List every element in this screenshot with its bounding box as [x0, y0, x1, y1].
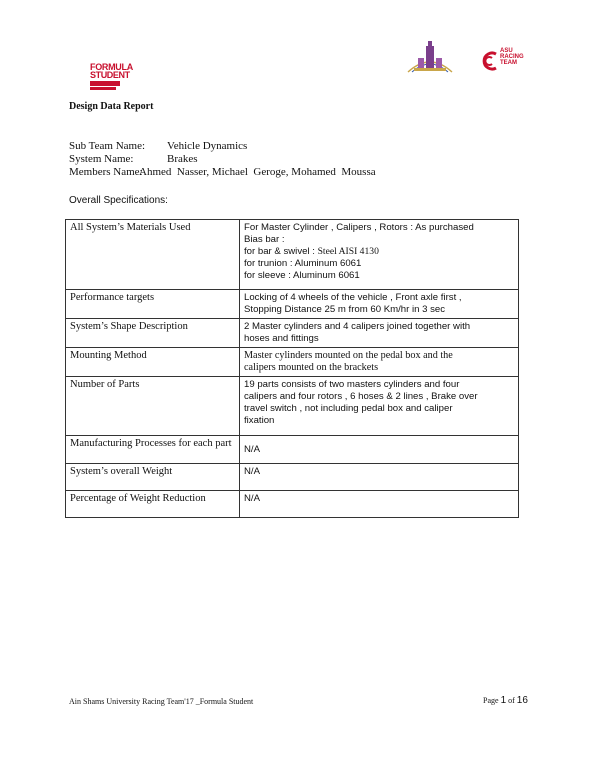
- info-label: Sub Team Name:: [69, 140, 146, 152]
- info-members: [69, 166, 376, 178]
- row-label: Number of Parts: [66, 377, 240, 436]
- row-label: Mounting Method: [66, 348, 240, 377]
- table-row: [66, 220, 519, 290]
- info-system: [69, 153, 198, 165]
- logo-bar: [90, 87, 116, 90]
- table-row: [66, 290, 519, 319]
- table-row: [66, 377, 519, 436]
- info-sub-team: [69, 140, 247, 152]
- row-value: 2 Master cylinders and 4 calipers joined together with hoses and fittings: [240, 319, 519, 348]
- formula-student-logo: [90, 63, 140, 90]
- row-label: Percentage of Weight Reduction: [66, 491, 240, 518]
- row-label: System’s Shape Description: [66, 319, 240, 348]
- info-label: System Name:: [69, 153, 134, 165]
- row-label: All System’s Materials Used: [66, 220, 240, 290]
- row-value: N/A: [240, 491, 519, 518]
- university-crest-icon: [404, 38, 456, 76]
- table-row: [66, 348, 519, 377]
- row-value: 19 parts consists of two masters cylinders and four calipers and four rotors , 6 hoses & 2 lines , Brake over travel switch , not including pedal box and caliper fixation: [240, 377, 519, 436]
- row-label: Manufacturing Processes for each part: [66, 436, 240, 464]
- info-value: Ahmed Nasser, Michael Geroge, Mohamed Moussa: [139, 166, 376, 178]
- footer-text: Ain Shams University Racing Team'17 _Formula Student: [69, 697, 254, 706]
- racing-team-text: ASU RACING TEAM: [500, 48, 524, 66]
- info-value: Vehicle Dynamics: [167, 140, 248, 152]
- report-title: Design Data Report: [69, 101, 154, 112]
- university-logo: [404, 38, 456, 80]
- info-label: Members Name:: [69, 166, 143, 178]
- racing-swoosh-icon: [478, 50, 500, 72]
- racing-team-logo: [478, 48, 530, 74]
- row-value: Locking of 4 wheels of the vehicle , Front axle first , Stopping Distance 25 m from 60 Km/hr in 3 sec: [240, 290, 519, 319]
- row-value: N/A: [240, 436, 519, 464]
- table-row: [66, 319, 519, 348]
- logo-text-student: STUDENT: [90, 70, 130, 80]
- row-label: System’s overall Weight: [66, 464, 240, 491]
- row-label: Performance targets: [66, 290, 240, 319]
- table-row: [66, 464, 519, 491]
- table-row: [66, 491, 519, 518]
- row-value: For Master Cylinder , Calipers , Rotors : As purchased Bias bar : for bar & swivel : Steel AISI 4130 for trunion : Aluminum 6061 for sleeve : Aluminum 6061: [240, 220, 519, 290]
- info-value: Brakes: [167, 153, 198, 165]
- specifications-table: [65, 219, 519, 518]
- overall-specifications-heading: Overall Specifications:: [69, 195, 168, 206]
- row-value: N/A: [240, 464, 519, 491]
- logo-text-formula: FORMULA: [90, 62, 133, 72]
- page-number: Page 1 of 16: [483, 695, 528, 706]
- table-row: [66, 436, 519, 464]
- row-value: Master cylinders mounted on the pedal box and the calipers mounted on the brackets: [240, 348, 519, 377]
- logo-bar: [90, 81, 120, 86]
